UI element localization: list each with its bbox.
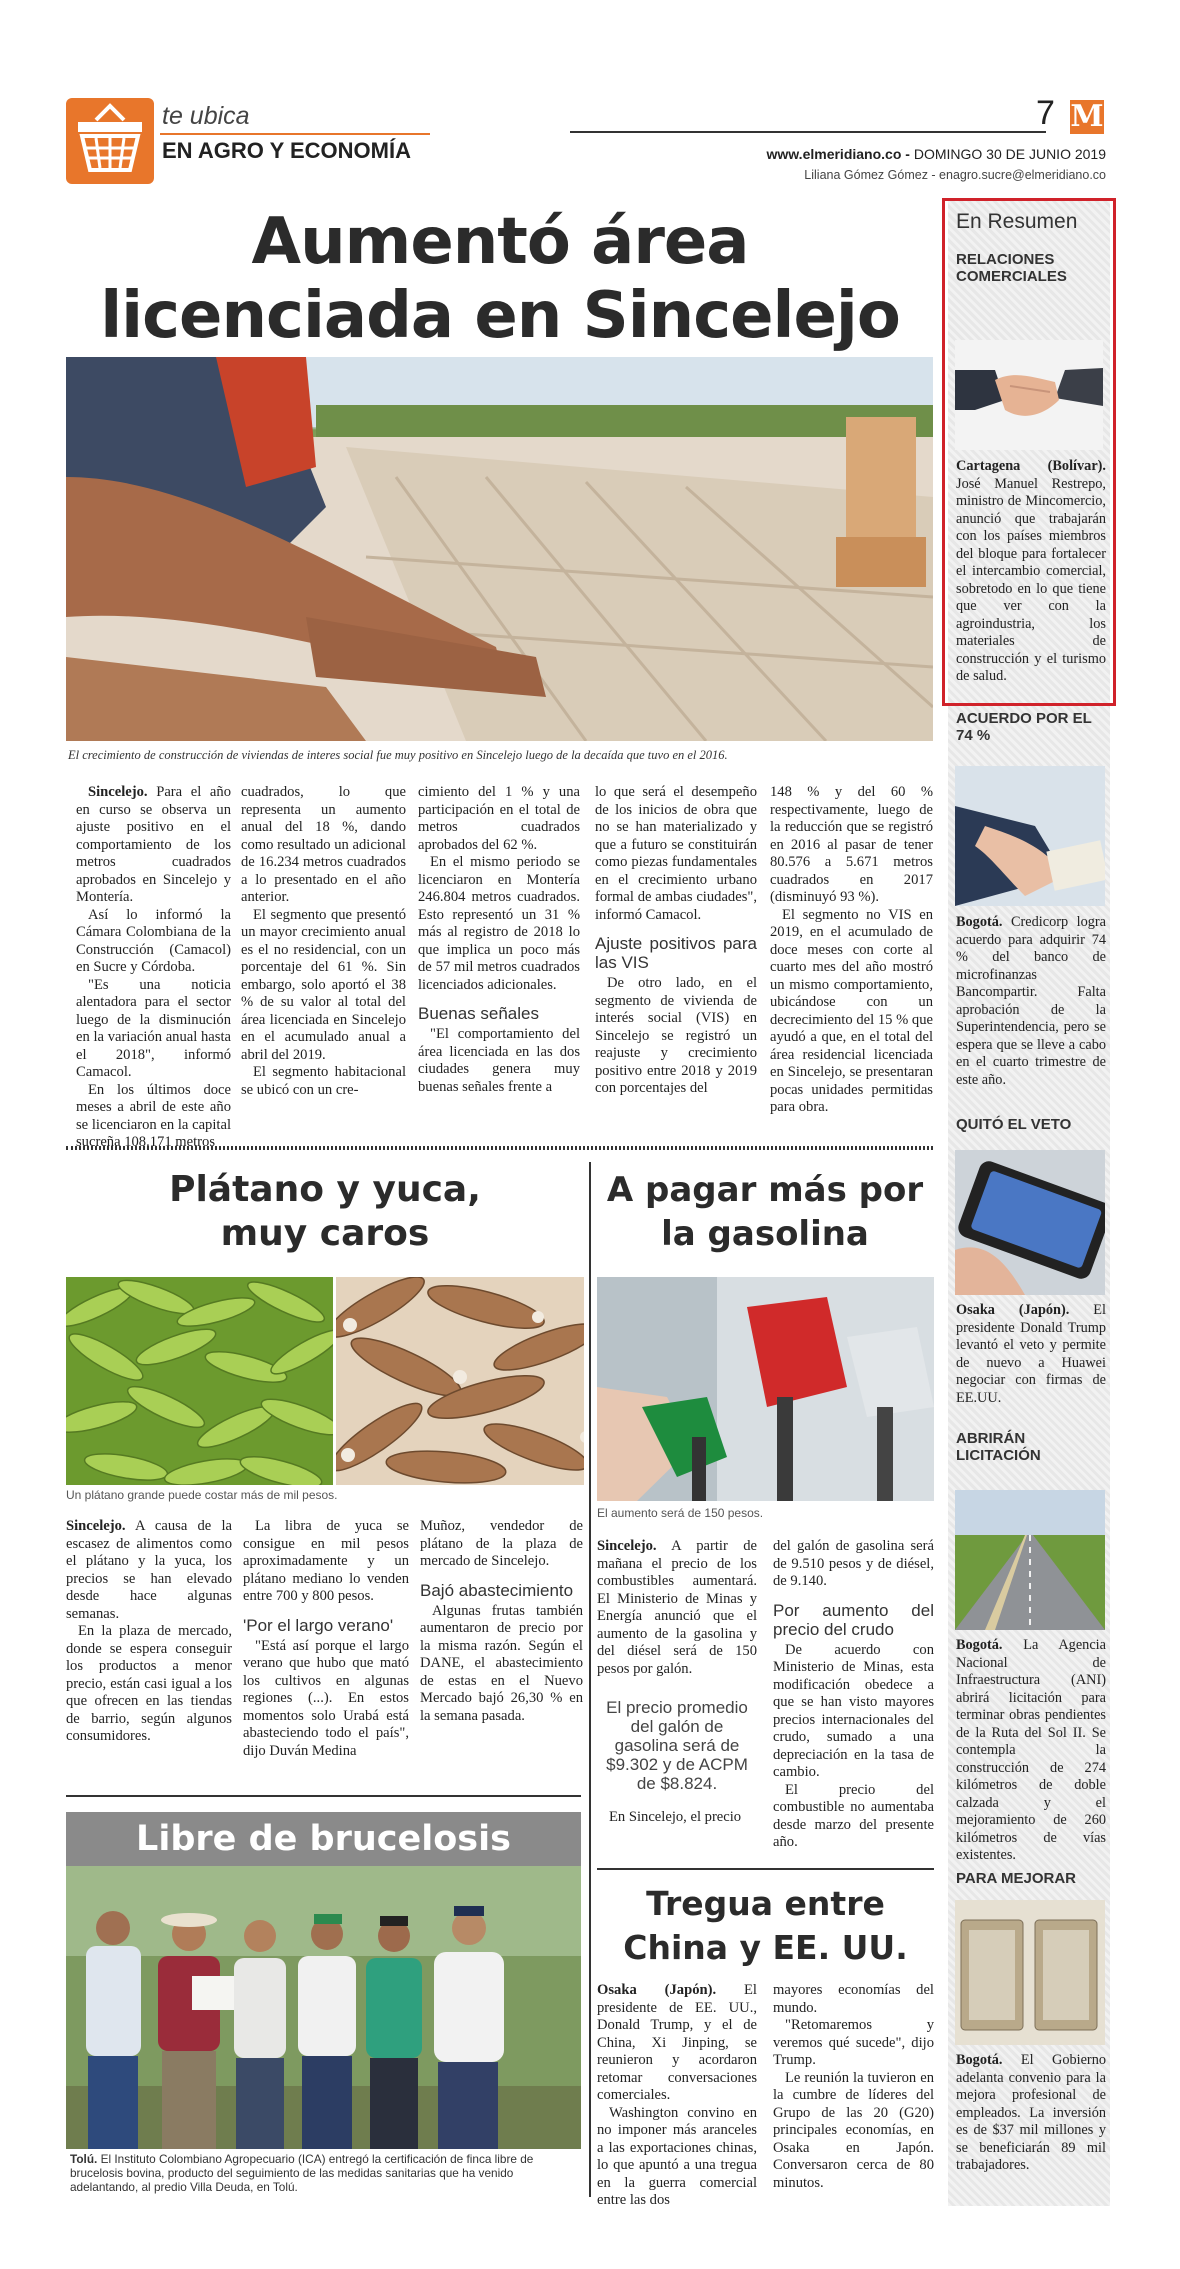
header-dateline	[767, 146, 1106, 162]
main-subhead-buenas: Buenas señales	[418, 1004, 539, 1023]
platano-lead: Sincelejo.	[66, 1518, 126, 1534]
gasolina-col1-p1: A partir de mañana el precio de los combustibles aumentará. El Ministerio de Minas y Energía anunció que el aumento de la gasolina y del diésel será de 150 pesos por galón.	[597, 1538, 757, 1677]
main-col2-p3: El segmento habitacional se ubicó con un cre-	[241, 1064, 406, 1098]
tregua-col-1	[597, 1982, 757, 2210]
sidebar-item-4-head: ABRIRÁN LICITACIÓN	[956, 1430, 1041, 1464]
sidebar-item-2-lead: Bogotá.	[956, 914, 1003, 930]
brucelosis-banner	[66, 1812, 581, 1866]
header-tagline: te ubica	[162, 102, 250, 130]
main-col-1	[76, 784, 231, 1152]
gasolina-col-1	[597, 1538, 757, 1827]
gasolina-col-2	[773, 1538, 934, 1852]
brucelosis-caption	[70, 2152, 580, 2194]
header-rule-orange	[160, 133, 430, 135]
tregua-headline	[597, 1882, 934, 1970]
main-col4-p2: De otro lado, en el segmento de vivienda de interés social (VIS) en Sincelejo se registró un reajuste y crecimiento positivo entre 2018 y 2019 con porcentajes del	[595, 975, 757, 1096]
main-col5-p1: 148 % y del 60 % respectivamente, luego de la reducción que se registró en 2016 al pasar de tener 80.576 a 5.671 metros cuadrados en 2017 (disminuyó 93 %).	[770, 784, 933, 905]
main-col-3	[418, 784, 580, 1096]
smartphone-icon	[955, 1150, 1105, 1295]
highway-icon	[955, 1490, 1105, 1630]
sidebar-item-1-body: José Manuel Restrepo, ministro de Mincomercio, anunció que trabajarán con los países miembros del bloque para fortalecer el intercambio comercial, sobretodo en lo que tiene que ver con la agroindustria, los materiales de construcción y el turismo de salud.	[956, 475, 1106, 684]
main-col3-p3: "El comportamiento del área licenciada en las dos ciudades genera muy buenas señales frente a	[418, 1026, 580, 1095]
sidebar-item-5-photo	[955, 1900, 1105, 2045]
basket-icon	[66, 98, 154, 184]
main-col3-p2: En el mismo periodo se licenciaron en Montería 246.804 metros cuadrados. Esto representó un 31 % más al registro de 2018 lo que implica un poco más de 57 mil metros cuadrados licenciados adicionales.	[418, 854, 580, 993]
platano-headline-line2: muy caros	[220, 1213, 430, 1254]
gasolina-col2-p1: del galón de gasolina será de 9.510 pesos y de diésel, de 9.140.	[773, 1538, 934, 1589]
main-photo-caption: El crecimiento de construcción de viviendas de interes social fue muy positivo en Sincelejo luego de la decaída que tuvo en el 2016.	[68, 748, 728, 762]
gasolina-headline-line1: A pagar más por	[606, 1170, 924, 1210]
main-col2-p2: El segmento que presentó un mayor crecimiento anual es el no residencial, con un porcentaje del 61 %. Sin embargo, solo aportó el 38 % de su valor al total del área licenciada en Sincelejo en el acumulado anual a abril del 2019.	[241, 906, 406, 1063]
platano-subhead-verano: 'Por el largo verano'	[243, 1615, 394, 1635]
platano-col-1	[66, 1518, 232, 1746]
sidebar-item-2-photo	[955, 766, 1105, 906]
main-col3-p1: cimiento del 1 % y una participación en el total de metros cuadrados aprobados del 62 %.	[418, 784, 580, 853]
banknotes-icon	[955, 1900, 1105, 2045]
brucelosis-headline: Libre de brucelosis	[136, 1819, 511, 1859]
section-divider	[66, 1146, 933, 1150]
platano-col3-p2: Algunas frutas también aumentaron de precio por la misma razón. Según el DANE, el abastecimiento de estas en el Nuevo Mercado bajó 26,30 % en la semana pasada.	[420, 1602, 583, 1724]
gasolina-headline	[596, 1168, 934, 1256]
main-headline-line2: licenciada en Sincelejo	[100, 279, 900, 353]
sidebar-item-3-body: El presidente Donald Trump levantó el veto y permite de nuevo a Huawei negociar con firmas de EE.UU.	[956, 1302, 1107, 1406]
platano-col1-p1: A causa de la escasez de alimentos como el plátano y la yuca, los precios se han elevado desde hace algunas semanas.	[66, 1518, 232, 1622]
sidebar-title: En Resumen	[956, 210, 1078, 233]
tregua-col2-p2: "Retomaremos y veremos qué sucede", dijo Trump.	[773, 2017, 934, 2068]
brucelosis-photo	[66, 1866, 581, 2149]
gasolina-col1-p2: En Sincelejo, el precio	[609, 1809, 742, 1825]
issue-date: DOMINGO 30 DE JUNIO 2019	[913, 146, 1106, 162]
sidebar-item-1-lead: Cartagena (Bolívar).	[956, 458, 1106, 474]
brucelosis-caption-text: El Instituto Colombiano Agropecuario (ICA) entregó la certificación de finca libre de brucelosis bovina, producto del seguimiento de las medidas sanitarias que ha venido adelantando, al predio Villa Deuda, en Tolú.	[70, 2152, 534, 2194]
section-title: EN AGRO Y ECONOMÍA	[162, 138, 411, 163]
main-col1-p1: Para el año en curso se observa un ajuste positivo en el comportamiento de los metros cuadrados aprobados en Sincelejo y Montería.	[76, 784, 231, 905]
main-photo	[66, 357, 933, 741]
sidebar-item-5-text	[956, 2052, 1106, 2175]
sidebar-item-3-lead: Osaka (Japón).	[956, 1302, 1070, 1318]
platano-col-3	[420, 1518, 583, 1725]
platano-col3-p1: Muñoz, vendedor de plátano de la plaza de mercado de Sincelejo.	[420, 1518, 583, 1569]
sidebar-item-1-text	[956, 458, 1106, 686]
gasolina-photo	[597, 1277, 934, 1501]
sidebar-item-2-body: Credicorp logra acuerdo para adquirir 74 % del banco de microfinanzas Bancompartir. Falta aprobación de la Superintendencia, pero se espera que se lleve a cabo en el cuarto trimestre de este año.	[956, 914, 1106, 1088]
tregua-headline-line1: Tregua entre	[646, 1884, 885, 1923]
main-col-5	[770, 784, 933, 1117]
sidebar-item-2-head: ACUERDO POR EL 74 %	[956, 710, 1092, 744]
main-col-2	[241, 784, 406, 1099]
brucelosis-rule	[66, 1795, 581, 1797]
platano-caption: Un plátano grande puede costar más de mil pesos.	[66, 1488, 338, 1502]
newspaper-logo: M	[1070, 99, 1104, 134]
sidebar-item-3-text	[956, 1302, 1106, 1407]
brucelosis-caption-lead: Tolú.	[70, 2152, 98, 2166]
main-headline	[66, 205, 934, 353]
platano-col2-p1: La libra de yuca se consigue en mil pesos aproximadamente y un plátano mediano lo venden entre 700 y 800 pesos.	[243, 1518, 409, 1604]
sidebar-item-5-body: El Gobierno adelanta convenio para la mejora profesional de empleados. La inversión es de $37 mil millones y se beneficiarán 89 mil trabajadores.	[956, 2052, 1106, 2173]
gasolina-lead: Sincelejo.	[597, 1538, 657, 1554]
sidebar-item-4-text	[956, 1637, 1106, 1865]
main-col-4	[595, 784, 757, 1098]
main-col4-p1: lo que será el desempeño de los inicios de obra que no se han materializado y que a futuro se constituirán como piezas fundamentales en el crecimiento urbano formal de ambas ciudades", informó Camacol.	[595, 784, 757, 923]
main-col1-p2: Así lo informó la Cámara Colombiana de la Construcción (Camacol) en Sucre y Córdoba.	[76, 906, 231, 975]
main-subhead-vis: Ajuste positivos para las VIS	[595, 934, 757, 972]
platano-col1-p2: En la plaza de mercado, donde se espera conseguir los productos a menor precio, están casi igual a los que ofrecen en las tiendas de barrio, según algunos consumidores.	[66, 1623, 232, 1744]
gasolina-headline-line2: la gasolina	[661, 1214, 869, 1254]
main-col1-p4: En los últimos doce meses a abril de este año se licenciaron en la capital sucreña 108.171 metros	[76, 1081, 231, 1150]
handshake-icon	[955, 340, 1103, 450]
byline: Liliana Gómez Gómez - enagro.sucre@elmeridiano.co	[804, 168, 1106, 182]
sidebar-item-3-head: QUITÓ EL VETO	[956, 1116, 1072, 1133]
sidebar-item-5-head: PARA MEJORAR	[956, 1870, 1077, 1887]
money-icon	[955, 766, 1105, 906]
gasolina-pullquote: El precio promedio del galón de gasolina será de $9.302 y de ACPM de $8.824.	[606, 1698, 748, 1793]
column-divider	[589, 1162, 591, 2197]
platano-headline	[66, 1168, 584, 1256]
tregua-col2-p1: mayores economías del mundo.	[773, 1982, 934, 2016]
tregua-headline-line2: China y EE. UU.	[623, 1928, 908, 1967]
platano-col2-p2: "Está así porque el largo verano que hubo que mató los cultivos en algunas regiones (...). En estos momentos solo Urabá está abasteciendo todo el país", dijo Duván Medina	[243, 1637, 409, 1759]
gasolina-col2-p3: El precio del combustible no aumentaba desde marzo del presente año.	[773, 1781, 934, 1850]
gasolina-col2-p2: De acuerdo con Ministerio de Minas, esta modificación obedece a que se han visto mayores precios internacionales del crudo, sumado a una depreciación en la tasa de cambio.	[773, 1641, 934, 1780]
sidebar-item-5-lead: Bogotá.	[956, 2052, 1003, 2068]
platano-photo	[66, 1277, 333, 1485]
section-logo	[66, 98, 154, 184]
sidebar-item-4-lead: Bogotá.	[956, 1637, 1003, 1653]
gasolina-caption: El aumento será de 150 pesos.	[597, 1506, 764, 1520]
tregua-col-2	[773, 1982, 934, 2192]
platano-headline-line1: Plátano y yuca,	[169, 1169, 481, 1210]
gasolina-subhead-crudo: Por aumento del precio del crudo	[773, 1600, 934, 1639]
sidebar-item-1-head: RELACIONES COMERCIALES	[956, 251, 1067, 285]
yuca-photo	[336, 1277, 584, 1485]
main-lead: Sincelejo.	[88, 784, 148, 800]
main-col2-p1: cuadrados, lo que representa un aumento anual del 18 %, dando como resultado un adicional de 16.234 metros cuadrados a lo presentado en el año anterior.	[241, 784, 406, 905]
tregua-col2-p3: Le reunión la tuvieron en la cumbre de líderes del Grupo de las 20 (G20) principales economías, en Osaka en Japón. Conversaron cerca de 80 minutos.	[773, 2069, 934, 2191]
tregua-col1-p1: El presidente de EE. UU., Donald Trump, y el de China, Xi Jinping, se reunieron y acordaron retomar conversaciones comerciales.	[597, 1982, 757, 2103]
sidebar-item-4-photo	[955, 1490, 1105, 1630]
main-headline-line1: Aumentó área	[251, 205, 749, 279]
tregua-lead: Osaka (Japón).	[597, 1982, 717, 1998]
main-col1-p3: "Es una noticia alentadora para el sector luego de la disminución en la variación anual hasta el 2018", informó Camacol.	[76, 976, 231, 1080]
sidebar-item-2-text	[956, 914, 1106, 1089]
tregua-col1-p2: Washington convino en no imponer más aranceles a las exportaciones chinas, lo que apuntó a una tregua en la guerra comercial entre las dos	[597, 2104, 757, 2208]
page-number: 7	[1036, 94, 1055, 132]
header-rule	[570, 131, 1046, 133]
sidebar-item-3-photo	[955, 1150, 1105, 1295]
tregua-rule	[597, 1868, 934, 1870]
platano-subhead-abastecimiento: Bajó abastecimiento	[420, 1580, 574, 1600]
sidebar-item-4-body: La Agencia Nacional de Infraestructura (ANI) abrirá licitación para terminar obras pendientes de la Ruta del Sol II. Se contempla la construcción de 274 kilómetros de doble calzada y el mejoramiento de 260 kilómetros de vías existentes.	[956, 1637, 1106, 1863]
sidebar-item-1-photo	[955, 340, 1103, 450]
site-url[interactable]: www.elmeridiano.co -	[766, 146, 910, 162]
platano-col-2	[243, 1518, 409, 1760]
main-col5-p2: El segmento no VIS en 2019, en el acumulado de doce meses con corte al cuarto mes del año mostró un mismo comportamiento, ubicándose con un decrecimiento del 15 % que ayudó a que, en el total del área residencial licenciada en Sincelejo, se presentaran pocas unidades permitidas para obra.	[770, 906, 933, 1115]
